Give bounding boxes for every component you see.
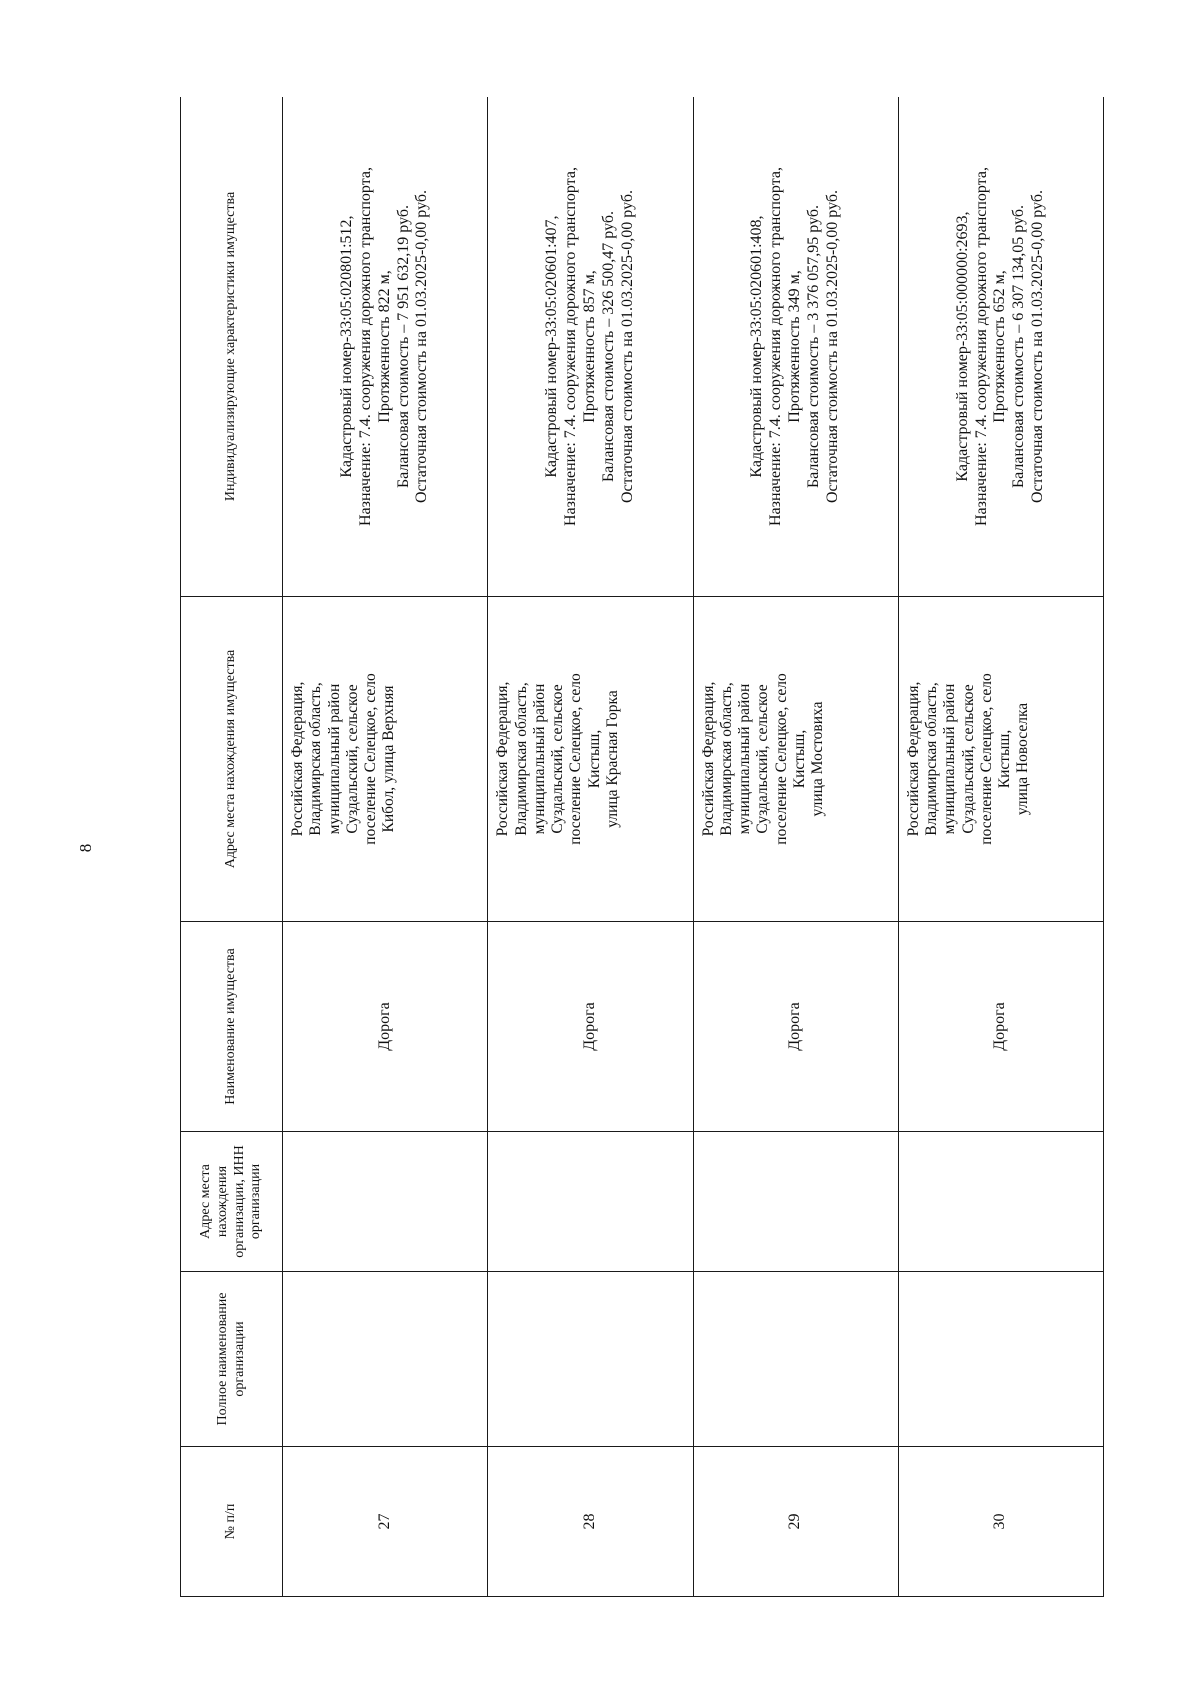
address-line: Кистыш, [790,729,808,789]
cell-property-address [898,597,1103,922]
characteristic-line: Назначение: 7.4. сооружения дорожного транспорта, [356,166,374,527]
characteristic-line: Балансовая стоимость – 7 951 632,19 руб. [394,204,412,489]
table-row [283,97,488,1597]
header-org-address: Адрес места нахождения организации, ИНН организации [181,1132,283,1272]
address-line: Российская Федерация, [289,681,306,837]
address-line: муниципальный район [530,683,548,835]
address-line: поселение Селецкое, село [977,673,995,845]
table-row [488,97,693,1597]
cell-number: 27 [283,1447,488,1597]
cell-property-address [693,597,898,922]
cell-characteristics [898,97,1103,597]
address-line: улица Новоселка [1014,702,1032,816]
table-row [693,97,898,1597]
address-line: Владимирская область, [923,682,941,836]
property-table [180,97,1104,1597]
characteristic-line: Балансовая стоимость – 6 307 134,05 руб. [1010,204,1028,489]
header-characteristics: Индивидуализирующие характеристики имущества [181,97,283,597]
address-line: поселение Селецкое, село [772,673,790,845]
address-line: Владимирская область, [717,682,735,836]
address-line: муниципальный район [325,683,343,835]
address-line: улица Красная Горка [603,690,621,828]
cell-org-address [283,1132,488,1272]
characteristic-line: Назначение: 7.4. сооружения дорожного транспорта, [767,166,785,527]
characteristic-line: Кадастровый номер-33:05:020601:408, [748,215,766,478]
cell-number: 30 [898,1447,1103,1597]
characteristic-line: Балансовая стоимость – 326 500,47 руб. [599,210,617,483]
cell-org-address [693,1132,898,1272]
characteristic-line: Назначение: 7.4. сооружения дорожного транспорта, [562,166,580,527]
header-property-name: Наименование имущества [181,922,283,1132]
address-line: муниципальный район [941,683,959,835]
characteristic-line: Протяженность 857 м, [580,270,598,423]
cell-characteristics [488,97,693,597]
address-line: муниципальный район [736,683,754,835]
cell-org-name [898,1272,1103,1447]
address-line: Российская Федерация, [494,681,512,837]
address-line: Суздальский, сельское [959,684,977,834]
cell-characteristics [283,97,488,597]
cell-number: 29 [693,1447,898,1597]
cell-property-name: Дорога [898,922,1103,1132]
rotated-table-wrapper [180,97,1104,1597]
cell-property-address [488,597,693,922]
cell-org-name [693,1272,898,1447]
cell-org-address [898,1132,1103,1272]
page-number: 8 [76,843,95,853]
address-line: Российская Федерация, [699,681,717,837]
address-line: Кистыш, [996,729,1014,789]
table-row [898,97,1103,1597]
cell-property-name: Дорога [693,922,898,1132]
header-number: № п/п [181,1447,283,1597]
address-line: поселение Селецкое, село [567,673,585,845]
address-line: Владимирская область, [512,682,530,836]
characteristic-line: Остаточная стоимость на 01.03.2025-0,00 руб. [413,189,431,504]
characteristic-line: Протяженность 349 м, [786,270,804,423]
cell-org-address [488,1132,693,1272]
characteristic-line: Балансовая стоимость – 3 376 057,95 руб. [805,204,823,489]
address-line: Кистыш, [585,729,603,789]
characteristic-line: Остаточная стоимость на 01.03.2025-0,00 руб. [823,189,841,504]
header-property-address: Адрес места нахождения имущества [181,597,283,922]
address-line: Суздальский, сельское [343,684,361,834]
cell-property-address [283,597,488,922]
address-line: Кибол, улица Верхняя [380,685,398,833]
header-org-name: Полное наименование организации [181,1272,283,1447]
address-line: Российская Федерация, [904,681,922,837]
address-line: улица Мостовиха [809,701,827,817]
characteristic-line: Протяженность 822 м, [375,270,393,423]
cell-org-name [283,1272,488,1447]
cell-number: 28 [488,1447,693,1597]
characteristic-line: Назначение: 7.4. сооружения дорожного транспорта, [972,166,990,527]
cell-property-name: Дорога [283,922,488,1132]
address-line: Суздальский, сельское [754,684,772,834]
address-line: поселение Селецкое, село [362,673,380,845]
address-line: Владимирская область, [307,682,325,836]
characteristic-line: Протяженность 652 м, [991,270,1009,423]
table-header-row [181,97,283,1597]
characteristic-line: Остаточная стоимость на 01.03.2025-0,00 руб. [618,189,636,504]
property-table-sheet [180,97,1104,1597]
address-line: Суздальский, сельское [549,684,567,834]
characteristic-line: Кадастровый номер-33:05:020801:512, [337,215,355,478]
characteristic-line: Кадастровый номер-33:05:000000:2693, [953,211,971,482]
cell-property-name: Дорога [488,922,693,1132]
characteristic-line: Кадастровый номер-33:05:020601:407, [543,215,561,478]
cell-characteristics [693,97,898,597]
characteristic-line: Остаточная стоимость на 01.03.2025-0,00 руб. [1029,189,1047,504]
cell-org-name [488,1272,693,1447]
